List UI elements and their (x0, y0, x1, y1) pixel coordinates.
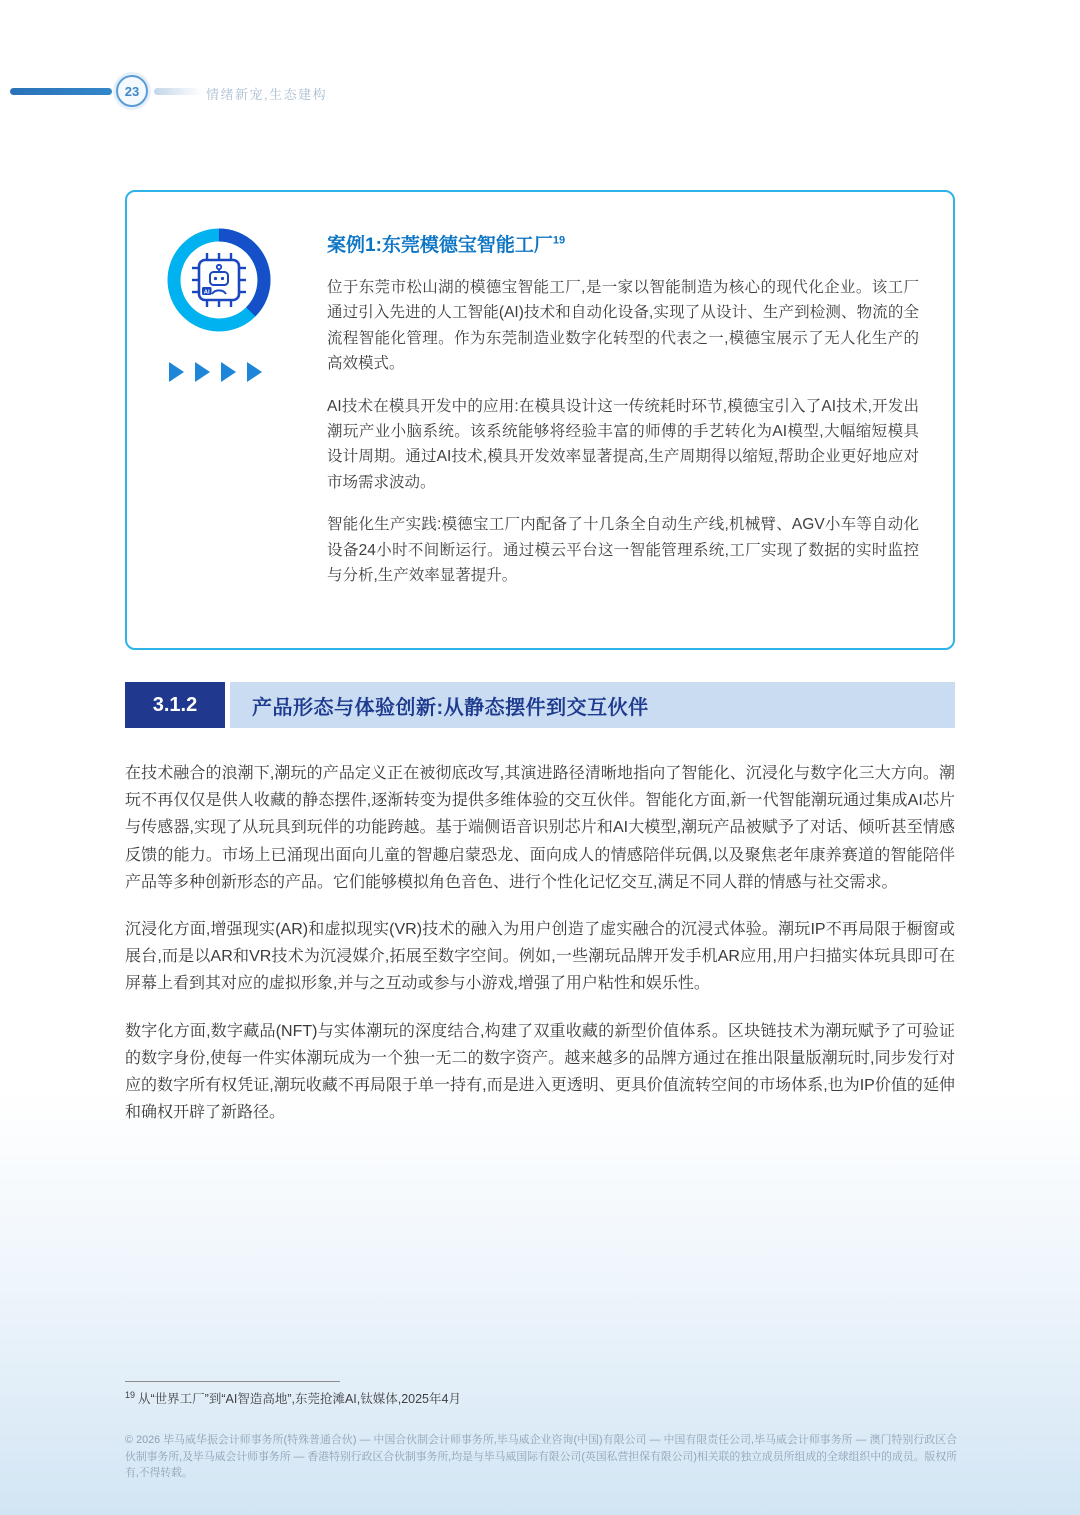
footnote-marker: 19 (125, 1389, 136, 1400)
arrow-decoration-icon (169, 362, 281, 387)
header-accent-bar (10, 88, 112, 95)
case-title-text: 案例1:东莞模德宝智能工厂 (327, 235, 553, 256)
footnote-divider (125, 1381, 340, 1382)
body-paragraph: 数字化方面,数字藏品(NFT)与实体潮玩的深度结合,构建了双重收藏的新型价值体系。区块链技术为潮玩赋予了可验证的数字身份,使每一件实体潮玩成为一个独一无二的数字资产。越来越多的品牌方通过在推出限量版潮玩时,同步发行对应的数字所有权凭证,潮玩收藏不再局限于单一持有,而是进入更透明、更具价值流转空间的市场体系,也为IP价值的延伸和确权开辟了新路径。 (125, 1022, 955, 1122)
page-number: 23 (124, 83, 140, 99)
page-number-badge (116, 75, 148, 107)
body-content (125, 760, 955, 1146)
ai-chip-donut-icon (165, 226, 273, 334)
running-header-title: 情绪新宠,生态建构 (206, 87, 328, 102)
case-title (327, 230, 919, 257)
body-paragraph: 沉浸化方面,增强现实(AR)和虚拟现实(VR)技术的融入为用户创造了虚实融合的沉浸式体验。潮玩IP不再局限于橱窗或展台,而是以AR和VR技术为沉浸媒介,拓展至数字空间。例如,一些潮玩品牌开发手机AR应用,用户扫描实体玩具即可在屏幕上看到其对应的虚拟形象,并与之互动或参与小游戏,增强了用户粘性和娱乐性。 (125, 920, 955, 993)
case-study-box (125, 190, 955, 650)
footnote (125, 1389, 955, 1407)
section-title: 产品形态与体验创新:从静态摆件到交互伙伴 (230, 682, 955, 728)
footnote-text: 从“世界工厂”到“AI智造高地”,东莞抢滩AI,钛媒体,2025年4月 (138, 1392, 461, 1406)
case-title-footnote-ref: 19 (552, 234, 566, 247)
body-paragraph: 在技术融合的浪潮下,潮玩的产品定义正在被彻底改写,其演进路径清晰地指向了智能化、沉浸化与数字化三大方向。潮玩不再仅仅是供人收藏的静态摆件,逐渐转变为提供多维体验的交互伙伴。智能化方面,新一代智能潮玩通过集成AI芯片与传感器,实现了从玩具到玩伴的功能跨越。基于端侧语音识别芯片和AI大模型,潮玩产品被赋予了对话、倾听甚至情感反馈的能力。市场上已涌现出面向儿童的智趣启蒙恐龙、面向成人的情感陪伴玩偶,以及聚焦老年康养赛道的智能陪伴产品等多种创新形态的产品。它们能够模拟角色音色、进行个性化记忆交互,满足不同人群的情感与社交需求。 (125, 765, 955, 891)
section-header (125, 682, 955, 728)
case-paragraph: AI技术在模具开发中的应用:在模具设计这一传统耗时环节,模德宝引入了AI技术,开发出潮玩产业小脑系统。该系统能够将经验丰富的师傅的手艺转化为AI模型,大幅缩短模具设计周期。通过AI技术,模具开发效率显著提高,生产周期得以缩短,帮助企业更好地应对市场需求波动。 (327, 397, 919, 491)
header-trail-decoration (154, 88, 202, 95)
case-paragraph: 智能化生产实践:模德宝工厂内配备了十几条全自动生产线,机械臂、AGV小车等自动化设备24小时不间断运行。通过模云平台这一智能管理系统,工厂实现了数据的实时监控与分析,生产效率显著提升。 (327, 516, 919, 585)
case-paragraph: 位于东莞市松山湖的模德宝智能工厂,是一家以智能制造为核心的现代化企业。该工厂通过引入先进的人工智能(AI)技术和自动化设备,实现了从设计、生产到检测、物流的全流程智能化管理。作为东莞制造业数字化转型的代表之一,模德宝展示了无人化生产的高效模式。 (327, 279, 919, 373)
section-number: 3.1.2 (125, 682, 225, 728)
case-content (315, 226, 919, 620)
svg-text:AI: AI (203, 289, 210, 296)
case-icon-column (165, 226, 315, 620)
copyright-notice: © 2026 毕马威华振会计师事务所(特殊普通合伙) — 中国合伙制会计师事务所,毕马威企业咨询(中国)有限公司 — 中国有限责任公司,毕马威会计师事务所 — 澳门特别行政区合伙制事务所,及毕马威会计师事务所 — 香港特别行政区合伙制事务所,均是与毕马威国际有限公司(英国私营担保有限公司)相关联的独立成员所组成的全球组织中的成员。版权所有,不得转载。 (125, 1434, 957, 1480)
